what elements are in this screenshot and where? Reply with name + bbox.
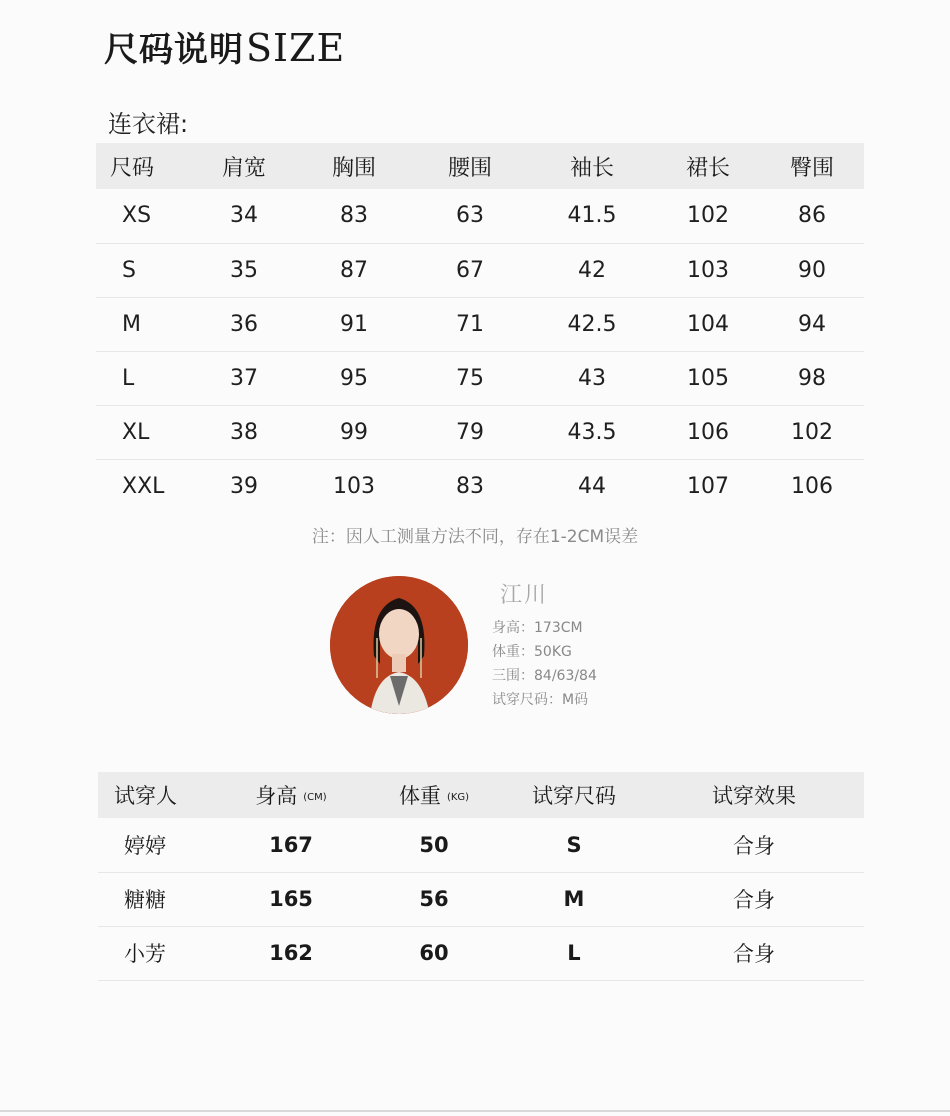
table-cell: 167	[269, 832, 313, 857]
table-cell: XS	[122, 203, 152, 229]
table-cell: 95	[340, 365, 368, 391]
divider	[0, 1110, 950, 1112]
table-row	[96, 243, 864, 297]
column-header: 肩宽	[221, 155, 266, 181]
table-cell: 79	[456, 419, 484, 445]
unit-label: (CM)	[303, 791, 327, 803]
table-cell: S	[566, 832, 582, 857]
table-cell: 86	[798, 203, 826, 229]
table-cell: 83	[456, 473, 484, 499]
table-cell: 102	[791, 419, 833, 445]
table-cell: S	[122, 257, 136, 283]
size-chart-header-row	[96, 143, 864, 189]
table-cell: 67	[456, 257, 484, 283]
fit-test-table	[98, 772, 864, 981]
table-cell: 91	[340, 311, 368, 337]
table-cell: 98	[798, 365, 826, 391]
table-cell: 合身	[733, 888, 775, 912]
table-cell: 35	[230, 257, 258, 283]
table-cell: 106	[791, 473, 833, 499]
table-cell: 104	[687, 311, 729, 337]
table-cell: 39	[230, 473, 258, 499]
table-cell: 162	[269, 941, 313, 965]
model-measurements: 三围：84/63/84	[492, 668, 597, 684]
table-cell: 婷婷	[124, 833, 166, 858]
table-cell: 106	[687, 419, 729, 445]
page-title	[104, 22, 345, 71]
table-cell: 合身	[733, 942, 775, 966]
column-header: 尺码	[110, 155, 155, 181]
model-weight: 体重：50KG	[492, 644, 572, 660]
table-cell: 90	[798, 257, 826, 283]
column-header: 试穿人	[114, 784, 177, 808]
column-header: 试穿尺码	[532, 784, 616, 808]
fit-test-header-row	[98, 772, 864, 818]
table-row	[96, 297, 864, 351]
table-cell: 44	[578, 473, 606, 499]
table-cell: 42	[578, 257, 606, 283]
table-row	[96, 405, 864, 459]
table-cell: 34	[230, 203, 258, 229]
table-cell: 83	[340, 203, 368, 229]
page-title-cn: 尺码说明	[104, 30, 244, 70]
column-header: 身高 (CM)	[255, 784, 327, 808]
table-cell: 94	[798, 311, 826, 337]
table-cell: 43.5	[567, 419, 617, 445]
column-header: 试穿效果	[712, 784, 796, 808]
model-height: 身高：173CM	[492, 620, 583, 636]
table-cell: 105	[687, 365, 729, 391]
table-cell: M	[563, 887, 585, 911]
table-cell: 103	[333, 473, 375, 499]
table-cell: 糖糖	[124, 888, 166, 912]
column-header: 体重 (KG)	[398, 784, 470, 808]
table-row	[98, 818, 864, 872]
unit-label: (KG)	[446, 791, 470, 803]
table-cell: 165	[269, 887, 313, 911]
table-row	[98, 926, 864, 980]
model-try-size: 试穿尺码：M码	[492, 692, 589, 708]
model-avatar-photo	[330, 576, 468, 714]
table-cell: 107	[687, 473, 729, 499]
table-row	[98, 872, 864, 926]
table-cell: 36	[230, 311, 258, 337]
avatar-illustration	[330, 576, 468, 714]
size-chart-table	[96, 143, 864, 513]
table-cell: XXL	[122, 473, 165, 499]
table-cell: 99	[340, 419, 368, 445]
table-cell: 87	[340, 257, 368, 283]
table-cell: L	[567, 941, 581, 965]
table-cell: 103	[687, 257, 729, 283]
table-cell: 56	[419, 887, 449, 911]
column-header: 臀围	[789, 155, 834, 181]
table-cell: L	[122, 365, 135, 391]
column-header: 袖长	[569, 155, 614, 181]
model-info	[492, 616, 712, 712]
table-row	[96, 351, 864, 405]
table-cell: 38	[230, 419, 258, 445]
table-cell: M	[122, 311, 141, 337]
page-title-en: SIZE	[246, 26, 346, 70]
table-cell: 63	[456, 203, 484, 229]
column-header: 腰围	[447, 155, 492, 181]
measurement-note: 注：因人工测量方法不同，存在1-2CM误差	[311, 527, 639, 547]
column-header: 胸围	[331, 155, 376, 181]
table-cell: 合身	[733, 833, 775, 858]
table-cell: 102	[687, 203, 729, 229]
table-row	[96, 189, 864, 243]
table-cell: 小芳	[124, 942, 166, 966]
table-row	[96, 459, 864, 513]
table-cell: 41.5	[567, 203, 617, 229]
table-cell: 37	[230, 365, 258, 391]
model-name: 江川	[500, 583, 549, 608]
table-cell: 75	[456, 365, 484, 391]
table-cell: 60	[419, 941, 449, 965]
section-subtitle: 连衣裙:	[108, 110, 189, 138]
table-cell: 42.5	[567, 311, 617, 337]
table-cell: 50	[419, 832, 449, 857]
table-cell: 71	[456, 311, 484, 337]
table-cell: 43	[578, 365, 606, 391]
column-header: 裙长	[685, 155, 730, 181]
table-cell: XL	[122, 419, 150, 445]
